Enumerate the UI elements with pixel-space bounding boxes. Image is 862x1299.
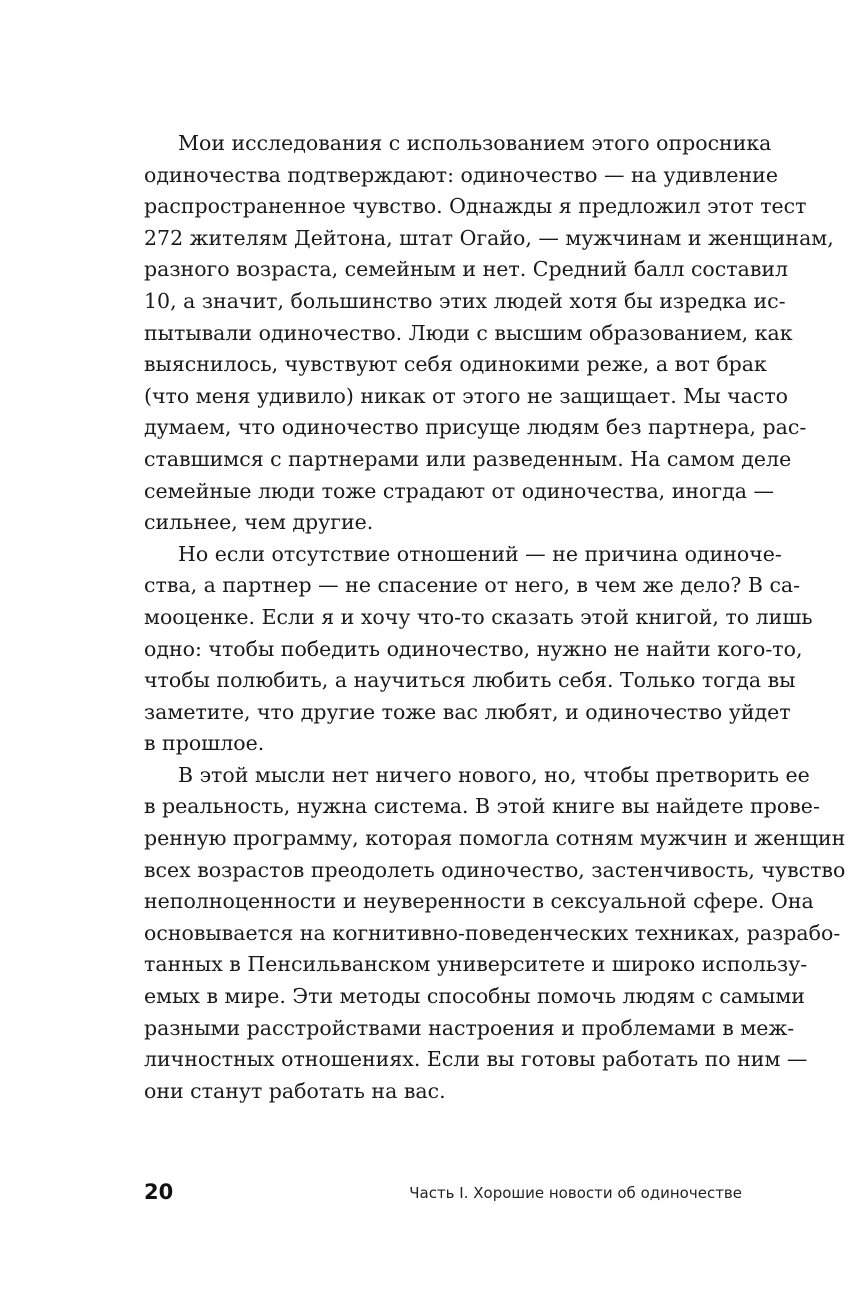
text-line: танных в Пенсильванском университете и широко использу- [144,952,808,977]
text-line: ставшимся с партнерами или разведенным. На самом деле [144,446,792,471]
text-line: неполноценности и неуверенности в сексуальной сфере. Она [144,889,814,914]
text-line: разными расстройствами настроения и проблемами в меж- [144,1015,795,1040]
text-line: думаем, что одиночество присуще людям без партнера, рас- [144,415,807,440]
text-line: (что меня удивило) никак от этого не защищает. Мы часто [144,383,789,408]
text-line: Но если отсутствие отношений — не причина одиноче- [178,541,782,566]
text-line: 272 жителям Дейтона, штат Огайо, — мужчинам и женщинам, [144,225,834,250]
text-line: распространенное чувство. Однажды я предложил этот тест [144,194,807,219]
text-line: мооценке. Если я и хочу что-то сказать этой книгой, то лишь [144,604,813,629]
text-line: сильнее, чем другие. [144,510,374,535]
text-line: выяснилось, чувствуют себя одинокими реже, а вот брак [144,352,767,377]
text-line: всех возрастов преодолеть одиночество, застенчивость, чувство [144,857,846,882]
text-line: в реальность, нужна система. В этой книге вы найдете прове- [144,794,820,819]
text-line: ства, а партнер — не спасение от него, в чем же дело? В са- [144,573,801,598]
body-text [144,128,846,1107]
text-line: основывается на когнитивно-поведенческих техниках, разрабо- [144,920,841,945]
text-line: личностных отношениях. Если вы готовы работать по ним — [144,1047,808,1072]
page-number: 20 [144,1180,174,1204]
paragraph-2 [144,539,813,760]
text-line: чтобы полюбить, а научиться любить себя. Только тогда вы [144,668,796,693]
text-line: В этой мысли нет ничего нового, но, чтобы претворить ее [178,762,810,787]
running-head: Часть I. Хорошие новости об одиночестве [409,1184,742,1202]
page-footer [144,1178,742,1206]
text-line: семейные люди тоже страдают от одиночества, иногда — [144,478,774,503]
text-line: ренную программу, которая помогла сотням мужчин и женщин [144,826,846,851]
paragraph-1 [144,128,834,539]
paragraph-3 [144,760,846,1108]
text-line: разного возраста, семейным и нет. Средний балл составил [144,257,789,282]
text-line: заметите, что другие тоже вас любят, и одиночество уйдет [144,699,791,724]
text-line: одно: чтобы победить одиночество, нужно не найти кого-то, [144,636,803,661]
text-line: пытывали одиночество. Люди с высшим образованием, как [144,320,793,345]
text-line: они станут работать на вас. [144,1078,446,1103]
text-line: в прошлое. [144,731,265,756]
text-line: емых в мире. Эти методы способны помочь людям с самыми [144,984,805,1009]
text-line: Мои исследования с использованием этого опросника [178,131,772,155]
text-line: 10, а значит, большинство этих людей хотя бы изредка ис- [144,288,786,313]
text-line: одиночества подтверждают: одиночество — на удивление [144,162,778,187]
